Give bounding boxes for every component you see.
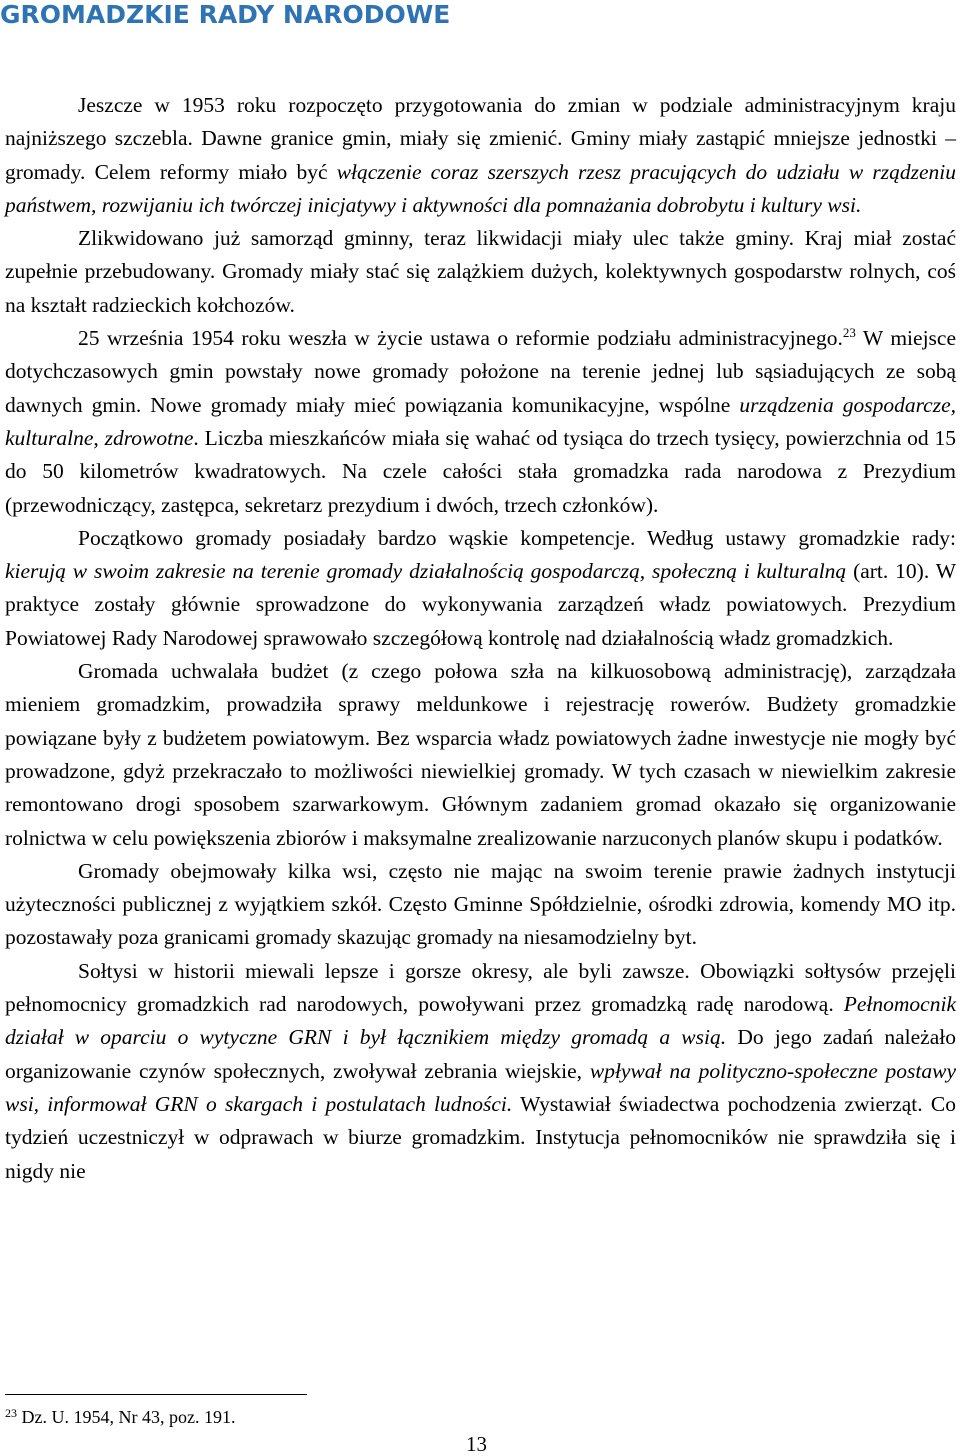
- text-run: Do jego zadań należało organizowanie czynów społecznych, zwoływał zebrania wiejskie,: [5, 1025, 956, 1083]
- text-run: . Liczba mieszkańców miała się wahać od tysiąca do trzech tysięcy, powierzchnia od 15 do 50 kilometrów kwadratowych. Na czele całości stała gromadzka rada narodowa z Prezydium (przewodniczący, zastępca, sekretarz prezydium i dwóch, trzech członków).: [5, 425, 956, 517]
- text-run: Gromady obejmowały kilka wsi, często nie mając na swoim terenie prawie żadnych instytucji użyteczności publicznej z wyjątkiem szkół. Często Gminne Spółdzielnie, ośrodki zdrowia, komendy MO itp. pozostawały poza granicami gromady skazując gromady na niesamodzielny byt.: [5, 858, 956, 950]
- footnote-divider: [5, 1394, 307, 1395]
- paragraph: [5, 322, 956, 522]
- text-run: Wystawiał świadectwa pochodzenia zwierząt. Co tydzień uczestniczył w odprawach w biurze gromadzkim. Instytucja pełnomocników nie sprawdziła się i nigdy nie: [5, 1091, 956, 1183]
- paragraph: [5, 855, 956, 955]
- text-run: (art. 10). W praktyce zostały głównie sprowadzone do wykonywania zarządzeń władz powiatowych. Prezydium Powiatowej Rady Narodowej sprawowało szczegółową kontrolę nad działalnością władz gromadzkich.: [5, 559, 956, 650]
- text-run: 25 września 1954 roku weszła w życie ustawa o reformie podziału administracyjnego.: [78, 326, 843, 351]
- paragraph: [5, 222, 956, 322]
- text-run: Jeszcze w 1953 roku rozpoczęto przygotowania do zmian w podziale administracyjnym kraju najniższego szczebla. Dawne granice gmin, miały się zmienić. Gminy miały zastąpić mniejsze jednostki – gromady. Celem reformy miało być: [5, 93, 956, 184]
- footnote-text: Dz. U. 1954, Nr 43, poz. 191.: [17, 1407, 236, 1427]
- italic-quote: włączenie coraz szerszych rzesz pracujących do udziału w rządzeniu państwem, rozwijaniu ich twórczej inicjatywy i aktywności dla pomnażania dobrobytu i kultury wsi.: [5, 159, 956, 217]
- body-text: [5, 89, 956, 1188]
- italic-quote: urządzenia gospodarcze, kulturalne, zdrowotne: [5, 392, 956, 450]
- italic-quote: wpływał na polityczno-społeczne postawy wsi, informował GRN o skargach i postulatach ludności.: [5, 1058, 957, 1116]
- page-title: GROMADZKIE RADY NARODOWE: [0, 0, 451, 29]
- text-run: Początkowo gromady posiadały bardzo wąskie kompetencje. Według ustawy gromadzkie rady:: [78, 525, 956, 550]
- text-run: Zlikwidowano już samorząd gminny, teraz likwidacji miały ulec także gminy. Kraj miał zostać zupełnie przebudowany. Gromady miały stać się zalążkiem dużych, kolektywnych gospodarstw rolnych, coś na kształt radzieckich kołchozów.: [5, 226, 956, 317]
- paragraph: [5, 89, 956, 222]
- paragraph: [5, 522, 956, 655]
- paragraph: [5, 955, 956, 1188]
- paragraph: [5, 655, 956, 855]
- text-run: W miejsce dotychczasowych gmin powstały nowe gromady położone na terenie jednej lub sąsiadujących ze sobą dawnych gmin. Nowe gromady miały mieć powiązania komunikacyjne, wspólne: [5, 326, 956, 417]
- text-run: Gromada uchwalała budżet (z czego połowa szła na kilkuosobową administrację), zarządzała mieniem gromadzkim, prowadziła sprawy meldunkowe i rejestrację rowerów. Budżety gromadzkie powiązane były z budżetem powiatowym. Bez wsparcia władz powiatowych żadne inwestycje nie mogły być prowadzone, gdyż przekraczało to możliwości niewielkiej gromady. W tych czasach w niewielkim zakresie remontowano drogi sposobem szarwarkowym. Głównym zadaniem gromad okazało się organizowanie rolnictwa w celu powiększenia zbiorów i maksymalne zrealizowanie narzuconych planów skupu i podatków.: [5, 659, 956, 850]
- italic-quote: Pełnomocnik działał w oparciu o wytyczne GRN i był łącznikiem między gromadą a wsią.: [5, 992, 956, 1050]
- footnote-number: 23: [5, 1406, 17, 1420]
- footnote: [5, 1405, 235, 1429]
- italic-quote: kierują w swoim zakresie na terenie gromady działalnością gospodarczą, społeczną i kulturalną: [5, 559, 847, 584]
- footnote-reference: 23: [842, 325, 856, 341]
- text-run: Sołtysi w historii miewali lepsze i gorsze okresy, ale byli zawsze. Obowiązki sołtysów przejęli pełnomocnicy gromadzkich rad narodowych, powoływani przez gromadzką radę narodową.: [5, 958, 956, 1017]
- page-number: 13: [466, 1432, 487, 1456]
